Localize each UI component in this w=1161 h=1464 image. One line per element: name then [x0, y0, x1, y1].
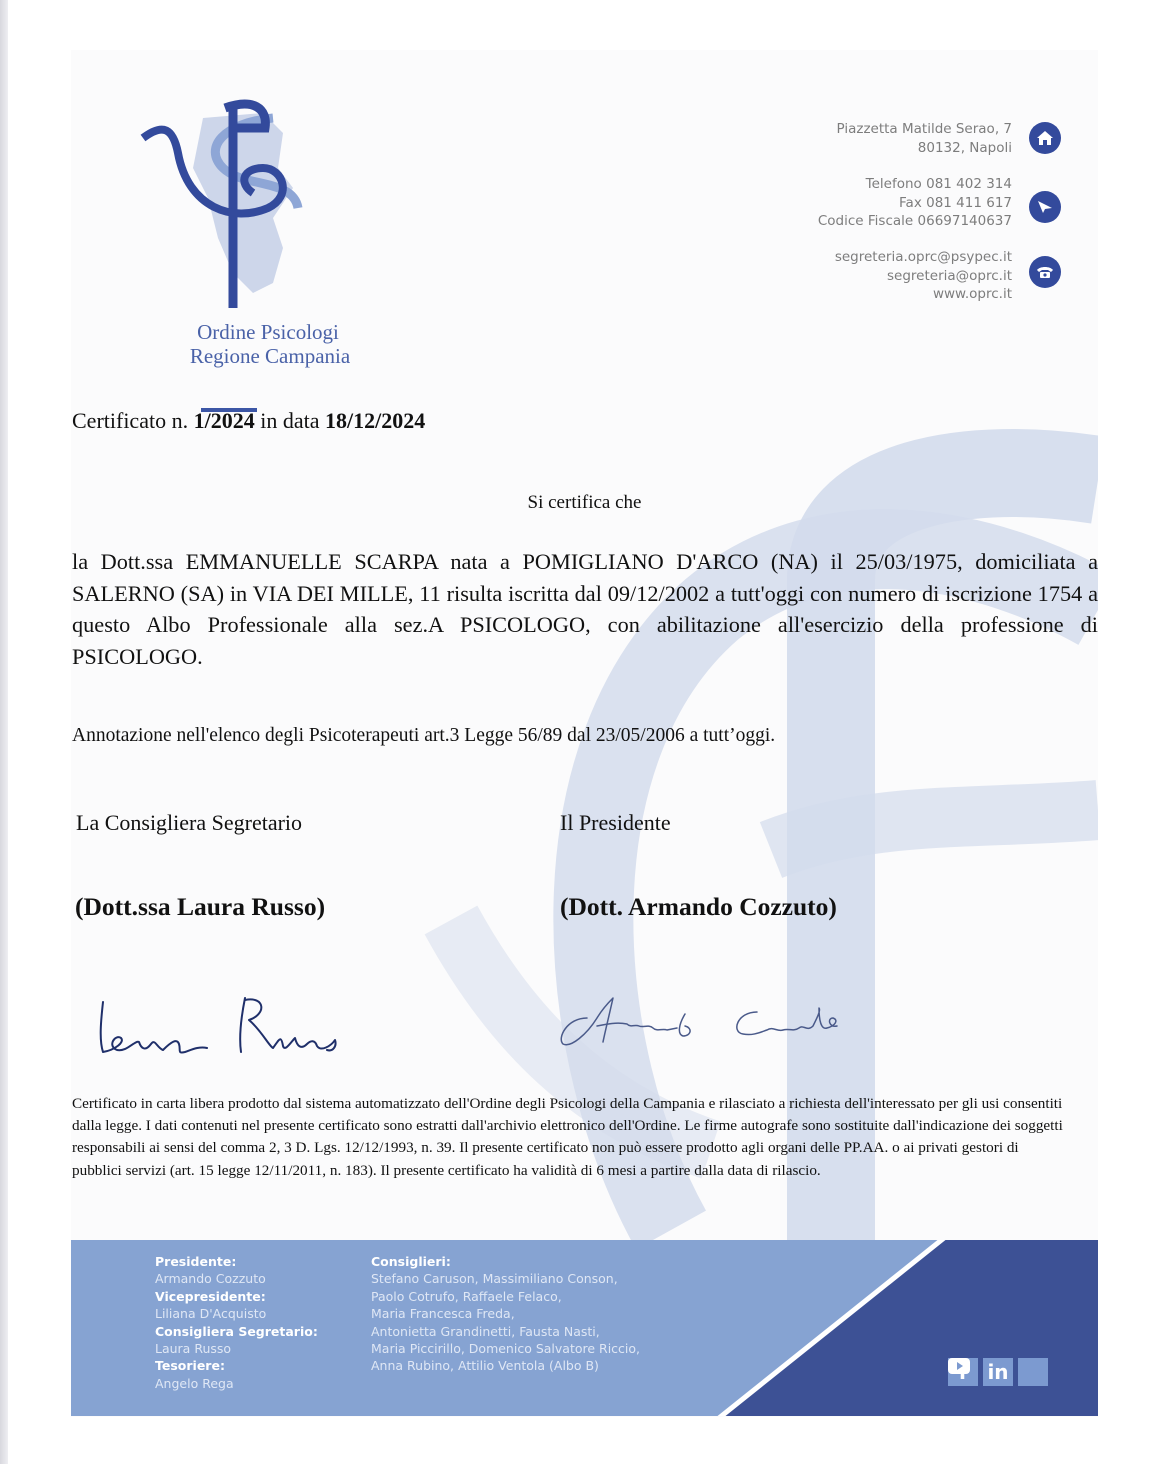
- cert-date: 18/12/2024: [324, 408, 426, 433]
- address-line: Piazzetta Matilde Serao, 7: [836, 121, 1012, 137]
- logo-text: [133, 320, 403, 368]
- council-list: Consiglieri: Stefano Caruson, Massimiliano Conson, Paolo Cotrufo, Raffaele Felaco, Maria Francesca Freda, Antonietta Grandinetti, Fausta Nasti, Maria Piccirillo, Domenico Salvatore Riccio, Anna Rubino, Attilio Ventola (Albo B): [371, 1254, 641, 1374]
- fax-line: Fax 081 411 617: [899, 194, 1012, 211]
- home-icon: [1029, 122, 1061, 154]
- phone-group: [746, 175, 1066, 248]
- footer-band: [71, 1240, 1098, 1416]
- secretary-role: La Consigliera Segretario: [76, 810, 303, 835]
- pec-email-link[interactable]: segreteria.oprc@psypec.it: [834, 249, 1012, 265]
- logo-line-2: Regione Campania: [189, 344, 351, 368]
- tax-code-line: Codice Fiscale 06697140637: [817, 213, 1012, 229]
- officer-name: Liliana D'Acquisto: [155, 1306, 267, 1322]
- president-role: Il Presidente: [560, 810, 671, 835]
- address-line: 80132, Napoli: [917, 139, 1012, 156]
- council-line: Stefano Caruson, Massimiliano Conson,: [371, 1271, 618, 1287]
- linkedin-icon[interactable]: in: [983, 1358, 1013, 1386]
- logo-emblem-icon: [133, 98, 343, 318]
- officer-name: Armando Cozzuto: [155, 1271, 266, 1287]
- organization-logo: [133, 98, 351, 388]
- phone-line: Telefono 081 402 314: [865, 176, 1012, 192]
- council-line: Paolo Cotrufo, Raffaele Felaco,: [371, 1288, 562, 1304]
- officer-name: Angelo Rega: [155, 1375, 234, 1391]
- officer-role: Tesoriere: [155, 1358, 220, 1374]
- officer-name: Laura Russo: [155, 1341, 232, 1357]
- president-signature: [557, 988, 857, 1058]
- cert-date-label: in data: [254, 408, 325, 433]
- officers-list: Presidente: Armando Cozzuto Vicepresidente: Liliana D'Acquisto Consigliera Segretario: Laura Russo Tesoriere: Angelo Rega: [155, 1254, 318, 1391]
- officer-role: Presidente: [155, 1254, 232, 1269]
- email-group: [746, 248, 1066, 303]
- certification-intro: Si certifica che: [527, 492, 642, 513]
- logo-line-1: Ordine Psicologi: [197, 320, 339, 344]
- email-link[interactable]: segreteria@oprc.it: [887, 267, 1012, 284]
- council-line: Anna Rubino, Attilio Ventola (Albo B): [371, 1358, 599, 1374]
- social-links: [948, 1358, 1048, 1386]
- secretary-name: (Dott.ssa Laura Russo): [75, 892, 326, 921]
- psychotherapist-annotation: Annotazione nell'elenco degli Psicoterapeuti art.3 Legge 56/89 dal 23/05/2006 a tutt’oggi.: [72, 725, 776, 746]
- officer-role: Vicepresidente: [155, 1288, 261, 1304]
- cert-number: 1/2024: [193, 408, 255, 433]
- certification-body: la Dott.ssa EMMANUELLE SCARPA nata a POMIGLIANO D'ARCO (NA) il 25/03/1975, domiciliata a SALERNO (SA) in VIA DEI MILLE, 11 risulta iscritta dal 09/12/2002 a tutt'oggi con numero di iscrizione 1754 a questo Albo Professionale alla sez.A PSICOLOGO, con abilitazione all'esercizio della professione di PSICOLOGO.: [72, 549, 1098, 670]
- council-line: Antonietta Grandinetti, Fausta Nasti,: [371, 1323, 600, 1339]
- cert-prefix: Certificato n.: [72, 408, 194, 433]
- youtube-icon[interactable]: [1018, 1358, 1048, 1386]
- president-name: (Dott. Armando Cozzuto): [560, 892, 837, 921]
- contact-info: [746, 120, 1066, 303]
- address-group: [746, 120, 1066, 175]
- viewer-left-edge: [0, 0, 8, 1464]
- council-line: Maria Piccirillo, Domenico Salvatore Riccio,: [371, 1341, 641, 1357]
- officer-role: Consigliera Segretario: [155, 1323, 313, 1339]
- paper-plane-icon: [1029, 191, 1061, 223]
- website-link[interactable]: www.oprc.it: [932, 286, 1012, 302]
- council-line: Maria Francesca Freda,: [371, 1306, 515, 1322]
- secretary-signature: [95, 990, 355, 1065]
- legal-disclaimer: Certificato in carta libera prodotto dal sistema automatizzato dell'Ordine degli Psicologi della Campania e rilasciato a richiesta dell'interessato per gli usi consentiti dalla legge. I dati contenuti nel presente certificato sono estratti dall'archivio elettronico dell'Ordine. Le firme autografe sono sostituite dall'indicazione dei soggetti responsabili ai sensi del comma 2, 3 D. Lgs. 12/12/1993, n. 39. Il presente certificato non può essere prodotto agli organi delle PP.AA. o ai privati gestori di pubblici servizi (art. 15 legge 12/11/2011, n. 183). Il presente certificato ha validità di 6 mesi a partire dalla data di rilascio.: [72, 1095, 1063, 1179]
- certificate-page: [71, 50, 1098, 1417]
- telephone-icon: [1029, 256, 1061, 288]
- certificate-number-line: [72, 408, 425, 434]
- council-label: Consiglieri: [371, 1254, 446, 1269]
